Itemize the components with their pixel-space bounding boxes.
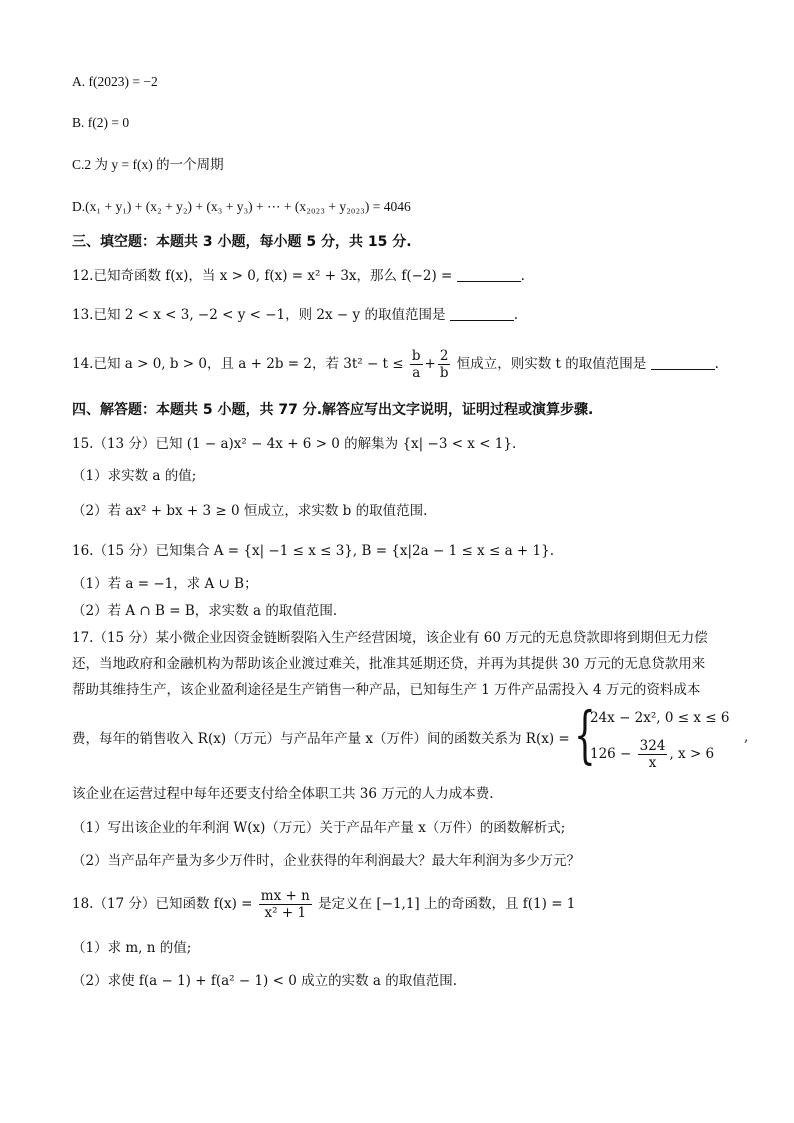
left-brace: { <box>574 698 596 771</box>
question-14-post: 恒成立，则实数 t 的取值范围是 <box>456 356 647 372</box>
question-17-line-4: 费，每年的销售收入 R(x)（万元）与产品年产量 x（万件）间的函数关系为 R(x) = <box>72 731 570 747</box>
question-13-end: . <box>513 307 519 323</box>
question-15: 15.（13 分）已知 (1 − a)x² − 4x + 6 > 0 的解集为 {x| −3 < x < 1}. <box>72 436 517 452</box>
question-17-line-2: 还，当地政府和金融机构为帮助该企业渡过难关，批准其延期还贷，并再为其提供 30 万元的无息贷款用来 <box>72 656 706 672</box>
question-18-post: 是定义在 [−1,1] 上的奇函数，且 f(1) = 1 <box>318 896 576 912</box>
question-13-text: 13.已知 2 < x < 3, −2 < y < −1，则 2x − y 的取值范围是 <box>72 307 446 323</box>
question-12-end: . <box>520 268 525 284</box>
question-18 <box>72 886 734 922</box>
fraction-denominator: b <box>439 365 449 381</box>
fraction-denominator: x <box>648 755 657 771</box>
answer-blank[interactable] <box>450 306 514 321</box>
question-12-text: 12.已知奇函数 f(x)，当 x > 0, f(x) = x² + 3x，那么 f(−2) = <box>72 268 453 284</box>
section-3-title: 三、填空题：本题共 3 小题，每小题 5 分，共 15 分. <box>72 234 412 250</box>
question-16-part-2: （2）若 A ∩ B = B，求实数 a 的取值范围. <box>72 603 338 619</box>
fraction-function <box>259 888 312 921</box>
piece-row-2 <box>590 738 714 771</box>
answer-blank[interactable] <box>651 355 715 370</box>
question-12 <box>72 266 734 286</box>
answer-blank[interactable] <box>457 267 521 282</box>
fraction-numerator: 2 <box>439 348 449 364</box>
fraction-b-over-a <box>410 348 423 381</box>
fraction-324-over-x <box>638 738 668 771</box>
question-17-line-1: 17.（15 分）某小微企业因资金链断裂陷入生产经营困境，该企业有 60 万元的无息贷款即将到期但无力偿 <box>72 630 708 646</box>
question-18-part-1: （1）求 m, n 的值; <box>72 940 192 956</box>
option-c: C.2 为 y = f(x) 的一个周期 <box>72 157 224 172</box>
option-b: B. f(2) = 0 <box>72 115 130 130</box>
piece-row-2-pre: 126 − <box>590 746 632 762</box>
fraction-numerator: b <box>411 348 421 364</box>
option-a: A. f(2023) = −2 <box>72 74 158 89</box>
fraction-numerator: mx + n <box>260 888 310 904</box>
question-14-pre: 14.已知 a > 0, b > 0，且 a + 2b = 2，若 3t² − t ≤ <box>72 356 404 372</box>
question-17-line-3: 帮助其维持生产，该企业盈利途径是生产销售一种产品，已知每生产 1 万件产品需投入 4 万元的资料成本 <box>72 682 701 698</box>
question-16-part-1: （1）若 a = −1，求 A ∪ B； <box>72 576 258 592</box>
question-18-pre: 18.（17 分）已知函数 f(x) = <box>72 896 253 912</box>
question-15-part-1: （1）求实数 a 的值; <box>72 468 197 484</box>
fraction-denominator: x² + 1 <box>264 905 307 921</box>
question-17-line-5: 该企业在运营过程中每年还要支付给全体职工共 36 万元的人力成本费. <box>72 786 494 802</box>
fraction-denominator: a <box>412 365 421 381</box>
question-16: 16.（15 分）已知集合 A = {x| −1 ≤ x ≤ 3}, B = {x|2a − 1 ≤ x ≤ a + 1}. <box>72 543 554 559</box>
option-d: D.(x₁ + y₁) + (x₂ + y₂) + (x₃ + y₃) + ⋯ + (x₂₀₂₃ + y₂₀₂₃) = 4046 <box>72 199 411 214</box>
piece-row-2-post: , x > 6 <box>669 746 715 762</box>
trailing-comma: , <box>744 729 749 745</box>
piece-row-1: 24x − 2x², 0 ≤ x ≤ 6 <box>590 710 730 726</box>
question-15-part-2: （2）若 ax² + bx + 3 ≥ 0 恒成立，求实数 b 的取值范围. <box>72 503 428 519</box>
fraction-2-over-b <box>438 348 451 381</box>
piecewise-function <box>574 698 744 772</box>
fraction-numerator: 324 <box>639 738 666 754</box>
section-4-title: 四、解答题：本题共 5 小题，共 77 分.解答应写出文字说明，证明过程或演算步骤. <box>72 402 594 418</box>
question-14 <box>72 346 734 382</box>
question-18-part-2: （2）求使 f(a − 1) + f(a² − 1) < 0 成立的实数 a 的取值范围. <box>72 973 458 989</box>
question-17-part-2: （2）当产品年产量为多少万件时，企业获得的年利润最大？最大年利润为多少万元？ <box>72 853 581 869</box>
question-14-end: . <box>714 356 719 372</box>
plus-sign: + <box>424 356 436 372</box>
question-13 <box>72 305 734 325</box>
question-17-part-1: （1）写出该企业的年利润 W(x)（万元）关于产品年产量 x（万件）的函数解析式; <box>72 820 566 836</box>
